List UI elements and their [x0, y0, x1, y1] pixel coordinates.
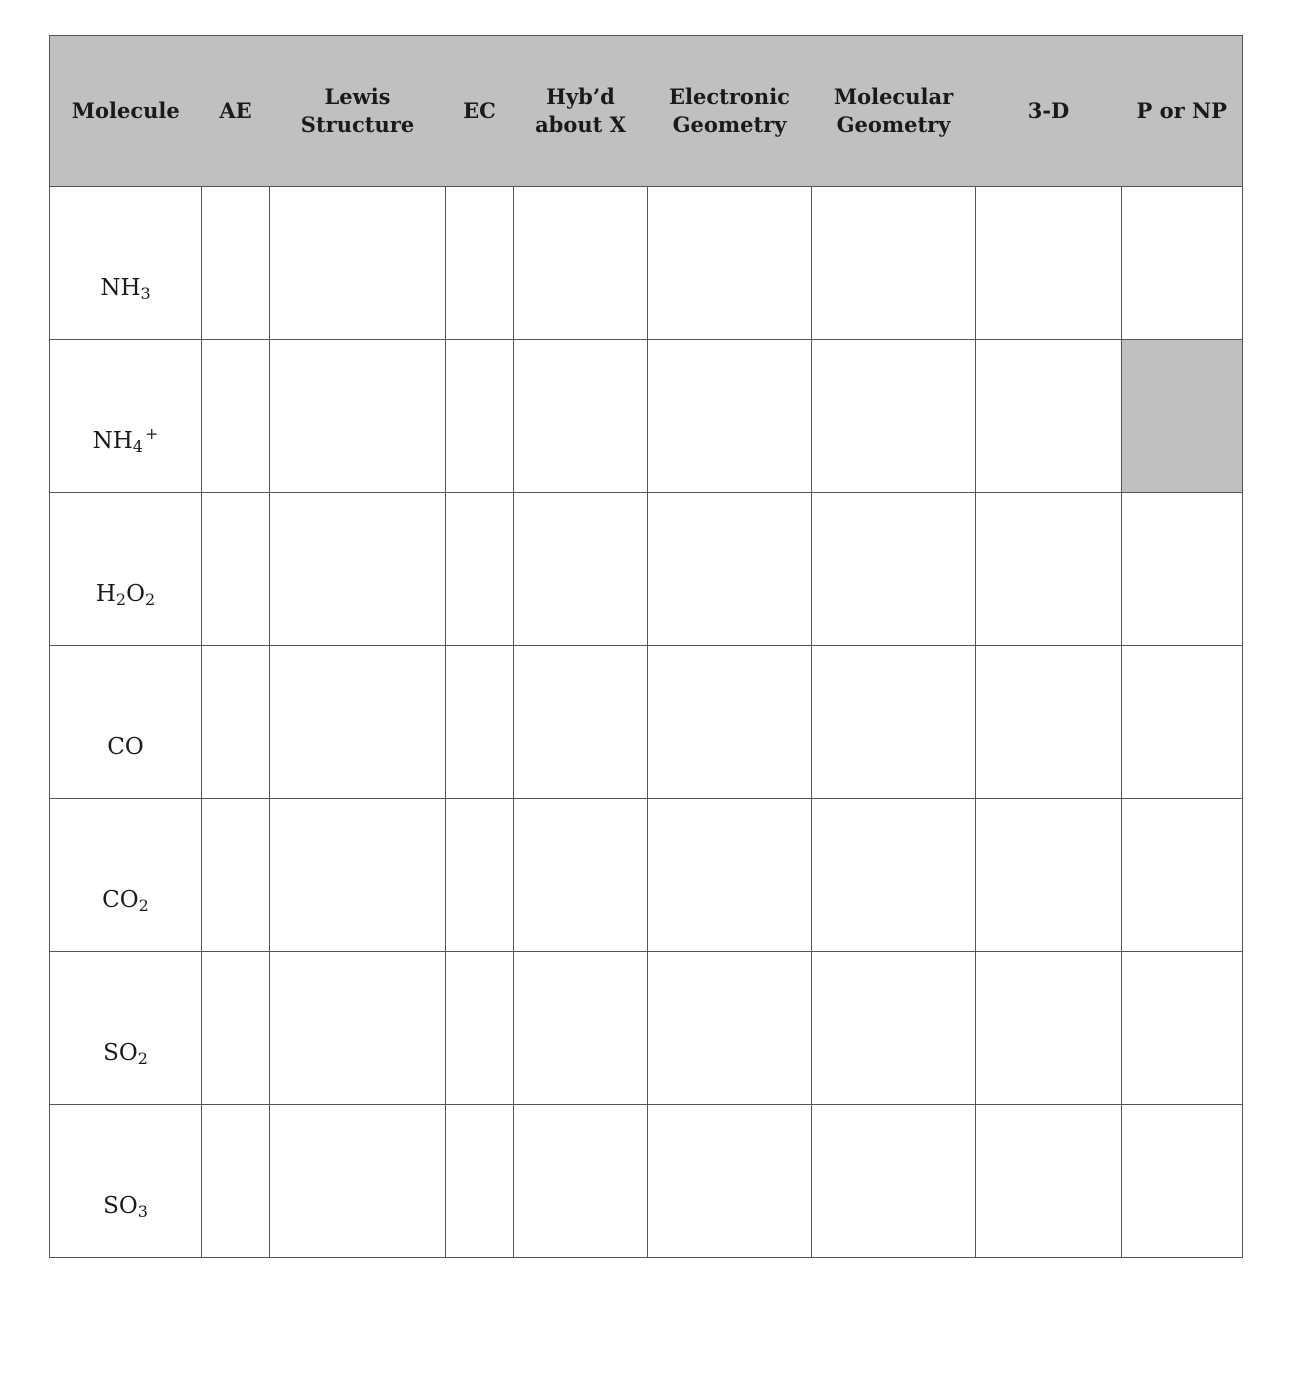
- ae-cell[interactable]: [202, 187, 270, 340]
- 3d-cell[interactable]: [976, 340, 1122, 493]
- electronic-geometry-cell[interactable]: [648, 340, 812, 493]
- header-molecule: [50, 36, 202, 187]
- table-row: [50, 952, 1243, 1105]
- polarity-cell[interactable]: [1122, 187, 1243, 340]
- ae-cell[interactable]: [202, 952, 270, 1105]
- hybridization-cell[interactable]: [514, 799, 648, 952]
- molecule-cell: [50, 1105, 202, 1258]
- header-ec: [446, 36, 514, 187]
- table-row: [50, 493, 1243, 646]
- molecular-geometry-cell[interactable]: [812, 646, 976, 799]
- formula-subscript: 3: [140, 284, 151, 303]
- header-3d: [976, 36, 1122, 187]
- 3d-cell[interactable]: [976, 799, 1122, 952]
- ec-cell[interactable]: [446, 493, 514, 646]
- table-row: [50, 799, 1243, 952]
- hybridization-cell[interactable]: [514, 187, 648, 340]
- ec-cell[interactable]: [446, 799, 514, 952]
- molecular-geometry-cell[interactable]: [812, 187, 976, 340]
- molecule-cell: [50, 646, 202, 799]
- polarity-cell-shaded: [1122, 340, 1243, 493]
- molecule-cell: [50, 340, 202, 493]
- ae-cell[interactable]: [202, 493, 270, 646]
- molecular-geometry-cell[interactable]: [812, 952, 976, 1105]
- formula-text: SO: [103, 1040, 138, 1066]
- lewis-structure-cell[interactable]: [270, 1105, 446, 1258]
- electronic-geometry-cell[interactable]: [648, 493, 812, 646]
- lewis-structure-cell[interactable]: [270, 187, 446, 340]
- hybridization-cell[interactable]: [514, 646, 648, 799]
- ec-cell[interactable]: [446, 952, 514, 1105]
- ae-cell[interactable]: [202, 799, 270, 952]
- formula-text: CO: [107, 734, 144, 760]
- ec-cell[interactable]: [446, 340, 514, 493]
- formula-text: NH: [100, 275, 141, 301]
- formula-charge: +: [144, 424, 159, 443]
- formula-text: H: [95, 581, 116, 607]
- formula-text: O: [126, 581, 145, 607]
- lewis-structure-cell[interactable]: [270, 799, 446, 952]
- table-row: [50, 646, 1243, 799]
- formula-subscript: 3: [137, 1202, 148, 1221]
- header-molecular-line2: Geometry: [836, 112, 951, 137]
- molecule-geometry-table: [49, 35, 1243, 1258]
- ae-cell[interactable]: [202, 340, 270, 493]
- lewis-structure-cell[interactable]: [270, 952, 446, 1105]
- molecule-cell: [50, 493, 202, 646]
- hybridization-cell[interactable]: [514, 1105, 648, 1258]
- header-ae-line1: AE: [219, 98, 252, 123]
- polarity-cell[interactable]: [1122, 952, 1243, 1105]
- polarity-cell[interactable]: [1122, 493, 1243, 646]
- table-row: [50, 340, 1243, 493]
- electronic-geometry-cell[interactable]: [648, 799, 812, 952]
- formula-subscript: 2: [137, 1049, 148, 1068]
- header-electronic-line2: Geometry: [672, 112, 787, 137]
- table-row: [50, 1105, 1243, 1258]
- header-molecular-geometry: [812, 36, 976, 187]
- header-lewis-line1: Lewis: [324, 84, 391, 109]
- electronic-geometry-cell[interactable]: [648, 646, 812, 799]
- header-hybridization: [514, 36, 648, 187]
- header-polarity-line1: P or NP: [1136, 98, 1227, 123]
- molecular-geometry-cell[interactable]: [812, 799, 976, 952]
- formula-text: NH: [92, 428, 133, 454]
- header-ec-line1: EC: [463, 98, 496, 123]
- ae-cell[interactable]: [202, 1105, 270, 1258]
- header-3d-line1: 3-D: [1027, 98, 1070, 123]
- molecular-geometry-cell[interactable]: [812, 340, 976, 493]
- polarity-cell[interactable]: [1122, 799, 1243, 952]
- ec-cell[interactable]: [446, 646, 514, 799]
- hybridization-cell[interactable]: [514, 952, 648, 1105]
- electronic-geometry-cell[interactable]: [648, 1105, 812, 1258]
- molecule-cell: [50, 799, 202, 952]
- formula-subscript: 2: [115, 590, 127, 609]
- 3d-cell[interactable]: [976, 493, 1122, 646]
- formula-subscript: 4: [132, 437, 143, 456]
- ec-cell[interactable]: [446, 1105, 514, 1258]
- header-lewis-structure: [270, 36, 446, 187]
- molecular-geometry-cell[interactable]: [812, 493, 976, 646]
- formula-text: SO: [103, 1193, 138, 1219]
- header-ae: [202, 36, 270, 187]
- hybridization-cell[interactable]: [514, 493, 648, 646]
- header-polarity: [1122, 36, 1243, 187]
- molecular-geometry-cell[interactable]: [812, 1105, 976, 1258]
- electronic-geometry-cell[interactable]: [648, 187, 812, 340]
- 3d-cell[interactable]: [976, 952, 1122, 1105]
- formula-text: CO: [102, 887, 139, 913]
- hybridization-cell[interactable]: [514, 340, 648, 493]
- ae-cell[interactable]: [202, 646, 270, 799]
- worksheet: [49, 35, 1242, 1258]
- 3d-cell[interactable]: [976, 646, 1122, 799]
- formula-subscript: 2: [138, 896, 149, 915]
- header-lewis-line2: Structure: [300, 112, 415, 137]
- header-electronic-geometry: [648, 36, 812, 187]
- lewis-structure-cell[interactable]: [270, 340, 446, 493]
- formula-subscript: 2: [144, 590, 156, 609]
- molecule-cell: [50, 187, 202, 340]
- 3d-cell[interactable]: [976, 187, 1122, 340]
- table-row: [50, 187, 1243, 340]
- 3d-cell[interactable]: [976, 1105, 1122, 1258]
- polarity-cell[interactable]: [1122, 646, 1243, 799]
- header-electronic-line1: Electronic: [669, 84, 790, 109]
- header-molecule-line1: Molecule: [71, 98, 180, 123]
- ec-cell[interactable]: [446, 187, 514, 340]
- header-row: [50, 36, 1243, 187]
- header-molecular-line1: Molecular: [833, 84, 954, 109]
- lewis-structure-cell[interactable]: [270, 493, 446, 646]
- header-hyb-line2: about X: [535, 112, 626, 137]
- lewis-structure-cell[interactable]: [270, 646, 446, 799]
- molecule-cell: [50, 952, 202, 1105]
- polarity-cell[interactable]: [1122, 1105, 1243, 1258]
- electronic-geometry-cell[interactable]: [648, 952, 812, 1105]
- header-hyb-line1: Hyb’d: [546, 84, 615, 109]
